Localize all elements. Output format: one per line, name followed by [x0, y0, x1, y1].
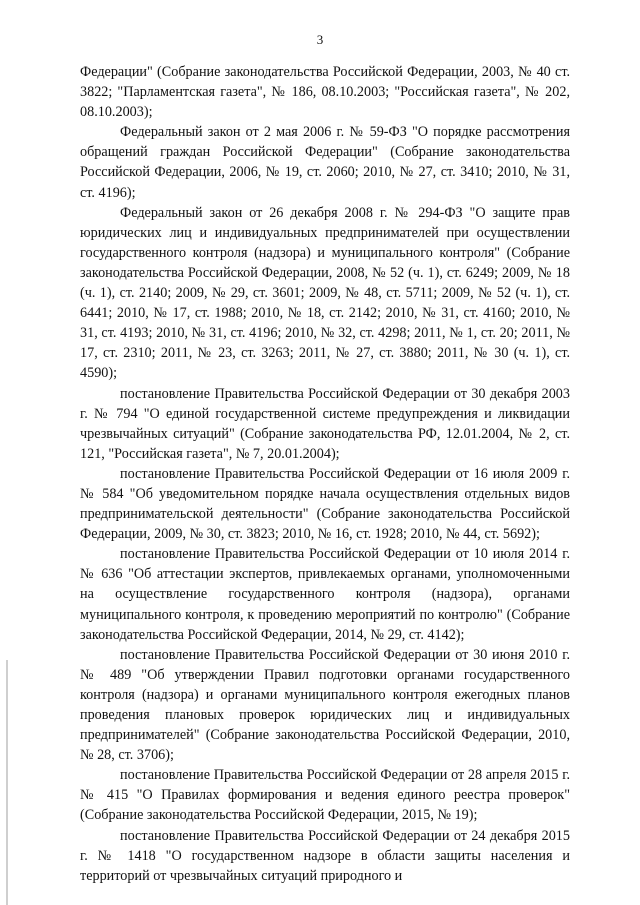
paragraph-resolution-489: постановление Правительства Российской Федерации от 30 июня 2010 г. № 489 "Об утверждении Правил подготовки органами государственного контроля (надзора) и органами муниципального контроля ежегодных планов проведения плановых проверок юридических лиц и индивидуальных предпринимателей" (Собрание законодательства Российской Федерации, 2010, № 28, ст. 3706); — [80, 646, 570, 764]
page-number: 3 — [316, 32, 324, 47]
paragraph-resolution-415: постановление Правительства Российской Федерации от 28 апреля 2015 г. № 415 "О Правилах формирования и ведения единого реестра проверок" (Собрание законодательства Российской Федерации, 2015, № 19); — [80, 767, 570, 824]
document-body — [80, 62, 570, 886]
paragraph-resolution-584: постановление Правительства Российской Федерации от 16 июля 2009 г. № 584 "Об уведомительном порядке начала осуществления отдельных видов предпринимательской деятельности" (Собрание законодательства Российской Федерации, 2009, № 30, ст. 3823; 2010, № 16, ст. 1928; 2010, № 44, ст. 5692); — [80, 465, 570, 543]
paragraph-resolution-794: постановление Правительства Российской Федерации от 30 декабря 2003 г. № 794 "О единой государственной системе предупреждения и ликвидации чрезвычайных ситуаций" (Собрание законодательства РФ, 12.01.2004, № 2, ст. 121, "Российская газета", № 7, 20.01.2004); — [80, 385, 570, 462]
scan-edge-shadow — [6, 660, 8, 905]
paragraph-continuation: Федерации" (Собрание законодательства Российской Федерации, 2003, № 40 ст. 3822; "Парламентская газета", № 186, 08.10.2003; "Российская газета", № 202, 08.10.2003); — [80, 64, 570, 121]
paragraph-resolution-636: постановление Правительства Российской Федерации от 10 июля 2014 г. № 636 "Об аттестации экспертов, привлекаемых органами, уполномоченными на осуществление государственного контроля (надзора), органами муниципального контроля, к проведению мероприятий по контролю" (Собрание законодательства Российской Федерации, 2014, № 29, ст. 4142); — [80, 546, 570, 643]
paragraph-resolution-1418: постановление Правительства Российской Федерации от 24 декабря 2015 г. № 1418 "О государственном надзоре в области защиты населения и территорий от чрезвычайных ситуаций природного и — [80, 827, 570, 884]
paragraph-federal-law-59: Федеральный закон от 2 мая 2006 г. № 59-ФЗ "О порядке рассмотрения обращений граждан Российской Федерации" (Собрание законодательства Российской Федерации, 2006, № 19, ст. 2060; 2010, № 27, ст. 3410; 2010, № 31, ст. 4196); — [80, 124, 570, 201]
paragraph-federal-law-294: Федеральный закон от 26 декабря 2008 г. № 294-ФЗ "О защите прав юридических лиц и индивидуальных предпринимателей при осуществлении государственного контроля (надзора) и муниципального контроля" (Собрание законодательства Российской Федерации, 2008, № 52 (ч. 1), ст. 6249; 2009, № 18 (ч. 1), ст. 2140; 2009, № 29, ст. 3601; 2009, № 48, ст. 5711; 2009, № 52 (ч. 1), ст. 6441; 2010, № 17, ст. 1988; 2010, № 18, ст. 2142; 2010, № 31, ст. 4160; 2010, № 31, ст. 4193; 2010, № 31, ст. 4196; 2010, № 32, ст. 4298; 2011, № 1, ст. 20; 2011, № 17, ст. 2310; 2011, № 23, ст. 3263; 2011, № 27, ст. 3880; 2011, № 30 (ч. 1), ст. 4590); — [80, 204, 570, 382]
